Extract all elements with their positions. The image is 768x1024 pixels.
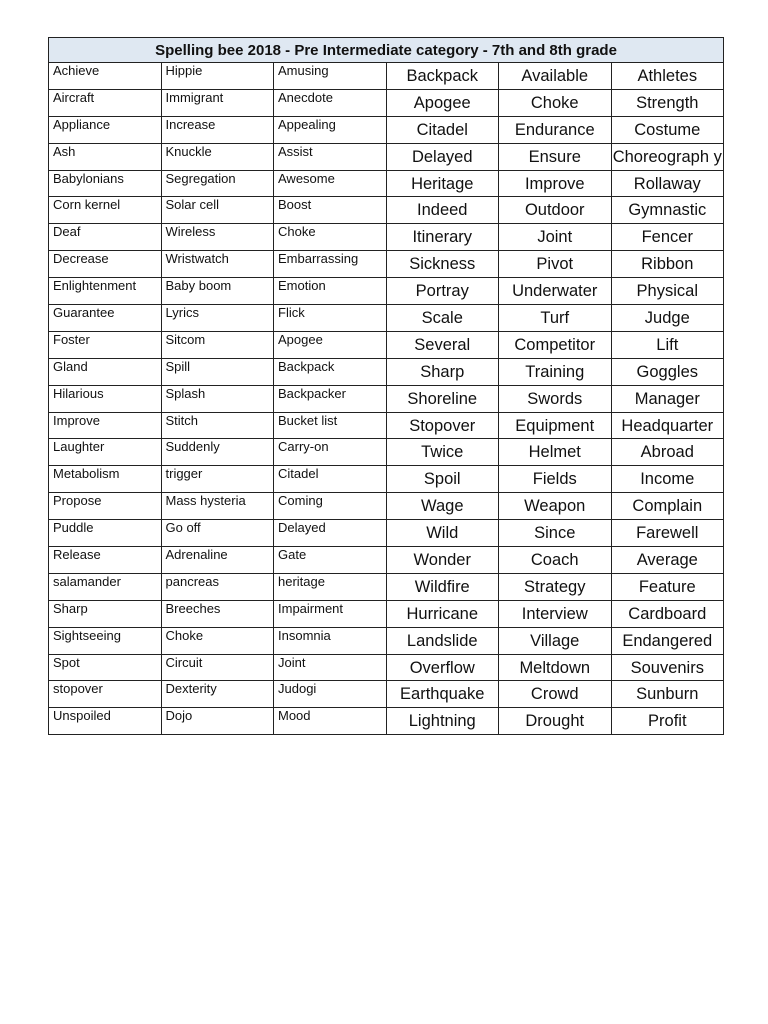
word-cell: Shoreline [386,385,499,412]
word-cell: Sunburn [611,681,724,708]
word-cell: Mood [274,708,387,735]
word-cell: Ash [49,143,162,170]
table-row [49,116,724,143]
word-cell: Backpacker [274,385,387,412]
word-cell: Twice [386,439,499,466]
word-cell: Boost [274,197,387,224]
word-cell: Since [499,520,612,547]
word-cell: Puddle [49,520,162,547]
word-cell: Impairment [274,600,387,627]
word-cell: Mass hysteria [161,493,274,520]
word-cell: Breeches [161,600,274,627]
word-cell: Souvenirs [611,654,724,681]
word-cell: Income [611,466,724,493]
word-cell: Improve [49,412,162,439]
table-row [49,600,724,627]
word-cell: Fields [499,466,612,493]
word-cell: Segregation [161,170,274,197]
word-cell: stopover [49,681,162,708]
table-row [49,331,724,358]
word-cell: Assist [274,143,387,170]
word-cell: Spoil [386,466,499,493]
word-cell: trigger [161,466,274,493]
word-cell: Judge [611,305,724,332]
word-cell: Immigrant [161,89,274,116]
word-cell: Increase [161,116,274,143]
word-cell: Farewell [611,520,724,547]
table-row [49,385,724,412]
word-cell: Overflow [386,654,499,681]
word-cell: Fencer [611,224,724,251]
word-cell: Decrease [49,251,162,278]
word-cell: Earthquake [386,681,499,708]
word-cell: Ribbon [611,251,724,278]
word-cell: Backpack [274,358,387,385]
table-row [49,170,724,197]
table-row [49,627,724,654]
word-cell: Wild [386,520,499,547]
word-cell: Wage [386,493,499,520]
word-cell: Spill [161,358,274,385]
word-cell: Lyrics [161,305,274,332]
word-cell: Feature [611,573,724,600]
word-cell: Costume [611,116,724,143]
table-row [49,520,724,547]
word-cell: Portray [386,278,499,305]
word-cell: Cardboard [611,600,724,627]
word-cell: Judogi [274,681,387,708]
word-cell: Scale [386,305,499,332]
table-row [49,224,724,251]
word-cell: Interview [499,600,612,627]
word-cell: Bucket list [274,412,387,439]
word-cell: Sightseeing [49,627,162,654]
word-cell: Sharp [386,358,499,385]
word-cell: Suddenly [161,439,274,466]
word-cell: Coming [274,493,387,520]
title-row [49,38,724,63]
word-cell: Strength [611,89,724,116]
word-cell: pancreas [161,573,274,600]
word-cell: Turf [499,305,612,332]
word-cell: Outdoor [499,197,612,224]
word-cell: Citadel [274,466,387,493]
table-row [49,573,724,600]
word-cell: Adrenaline [161,547,274,574]
word-cell: Flick [274,305,387,332]
table-row [49,251,724,278]
word-cell: Appliance [49,116,162,143]
word-cell: Village [499,627,612,654]
word-cell: Dexterity [161,681,274,708]
word-cell: Pivot [499,251,612,278]
word-cell: Achieve [49,63,162,90]
word-cell: Hippie [161,63,274,90]
word-cell: Choke [499,89,612,116]
word-cell: Apogee [274,331,387,358]
word-cell: Awesome [274,170,387,197]
word-cell: Laughter [49,439,162,466]
table-row [49,143,724,170]
word-cell: Wildfire [386,573,499,600]
word-cell: Deaf [49,224,162,251]
word-cell: Heritage [386,170,499,197]
word-cell: salamander [49,573,162,600]
word-cell: Corn kernel [49,197,162,224]
word-cell: Metabolism [49,466,162,493]
word-cell: Rollaway [611,170,724,197]
spelling-list-sheet [48,37,723,735]
word-cell: Swords [499,385,612,412]
word-cell: Training [499,358,612,385]
table-row [49,278,724,305]
word-cell: Competitor [499,331,612,358]
word-cell: Lightning [386,708,499,735]
table-row [49,89,724,116]
word-cell: Equipment [499,412,612,439]
word-cell: Dojo [161,708,274,735]
word-cell: Propose [49,493,162,520]
table-row [49,708,724,735]
word-cell: Wonder [386,547,499,574]
table-row [49,681,724,708]
word-cell: Several [386,331,499,358]
word-cell: Available [499,63,612,90]
word-cell: Insomnia [274,627,387,654]
table-row [49,439,724,466]
word-cell: Coach [499,547,612,574]
word-table-body [49,63,724,735]
word-cell: Crowd [499,681,612,708]
word-cell: Unspoiled [49,708,162,735]
word-cell: Gland [49,358,162,385]
word-cell: Physical [611,278,724,305]
word-cell: Abroad [611,439,724,466]
word-cell: Joint [274,654,387,681]
word-cell: Citadel [386,116,499,143]
word-cell: Choke [274,224,387,251]
word-cell: Baby boom [161,278,274,305]
word-table [48,37,724,735]
word-cell: Weapon [499,493,612,520]
word-cell: Appealing [274,116,387,143]
word-cell: Go off [161,520,274,547]
word-cell: Amusing [274,63,387,90]
word-cell: Release [49,547,162,574]
word-cell: Ensure [499,143,612,170]
word-cell: Choreograph y [611,143,724,170]
word-cell: Choke [161,627,274,654]
word-cell: Knuckle [161,143,274,170]
word-cell: Landslide [386,627,499,654]
word-cell: Stopover [386,412,499,439]
word-cell: Apogee [386,89,499,116]
word-cell: Stitch [161,412,274,439]
word-cell: Solar cell [161,197,274,224]
word-cell: Endurance [499,116,612,143]
word-cell: Goggles [611,358,724,385]
word-cell: Average [611,547,724,574]
word-cell: heritage [274,573,387,600]
word-cell: Backpack [386,63,499,90]
word-cell: Foster [49,331,162,358]
word-cell: Sitcom [161,331,274,358]
word-cell: Aircraft [49,89,162,116]
table-row [49,466,724,493]
word-cell: Gate [274,547,387,574]
word-cell: Anecdote [274,89,387,116]
word-cell: Profit [611,708,724,735]
word-cell: Wireless [161,224,274,251]
word-cell: Joint [499,224,612,251]
word-cell: Carry-on [274,439,387,466]
word-cell: Lift [611,331,724,358]
word-cell: Hurricane [386,600,499,627]
word-cell: Endangered [611,627,724,654]
word-cell: Delayed [274,520,387,547]
word-cell: Splash [161,385,274,412]
word-cell: Helmet [499,439,612,466]
table-row [49,63,724,90]
word-cell: Underwater [499,278,612,305]
table-row [49,358,724,385]
word-cell: Strategy [499,573,612,600]
table-row [49,493,724,520]
word-cell: Meltdown [499,654,612,681]
word-cell: Gymnastic [611,197,724,224]
word-cell: Embarrassing [274,251,387,278]
word-cell: Wristwatch [161,251,274,278]
word-cell: Babylonians [49,170,162,197]
table-row [49,412,724,439]
word-cell: Emotion [274,278,387,305]
word-cell: Manager [611,385,724,412]
word-cell: Headquarter [611,412,724,439]
table-title: Spelling bee 2018 - Pre Intermediate category - 7th and 8th grade [49,38,724,63]
word-cell: Enlightenment [49,278,162,305]
word-cell: Circuit [161,654,274,681]
word-cell: Sickness [386,251,499,278]
word-cell: Athletes [611,63,724,90]
word-cell: Delayed [386,143,499,170]
table-row [49,654,724,681]
word-cell: Itinerary [386,224,499,251]
word-cell: Indeed [386,197,499,224]
table-row [49,305,724,332]
table-row [49,197,724,224]
word-cell: Guarantee [49,305,162,332]
word-cell: Drought [499,708,612,735]
table-row [49,547,724,574]
word-cell: Spot [49,654,162,681]
word-cell: Complain [611,493,724,520]
word-cell: Improve [499,170,612,197]
word-cell: Sharp [49,600,162,627]
word-cell: Hilarious [49,385,162,412]
